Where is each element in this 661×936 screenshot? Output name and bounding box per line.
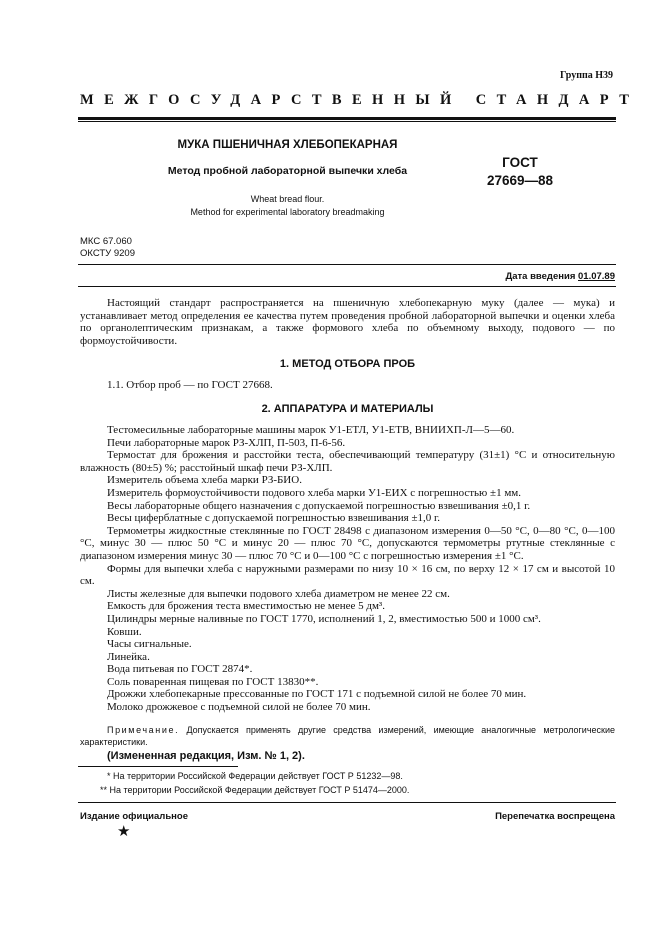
reprint-prohibited: Перепечатка воспрещена	[495, 811, 615, 822]
list-item: Листы железные для выпечки подового хлеба диаметром не менее 22 см.	[107, 587, 450, 600]
standard-banner: МЕЖГОСУДАРСТВЕННЫЙ СТАНДАРТ	[80, 92, 640, 108]
list-item: Тестомесильные лабораторные машины марок У1-ЕТЛ, У1-ЕТВ, ВНИИХП-Л—5—60.	[107, 424, 515, 436]
date-rule	[78, 286, 616, 287]
list-item: Линейка.	[107, 650, 150, 663]
section1-text: 1.1. Отбор проб — по ГОСТ 27668.	[107, 379, 273, 391]
list-item: Часы сигнальные.	[107, 638, 192, 651]
star-icon: ★	[117, 824, 131, 840]
classification-rule	[78, 264, 616, 265]
header-rule-thin	[78, 121, 616, 122]
intro-text: Настоящий стандарт распространяется на пшеничную хлебопекарную муку (далее — мука) и устанавливает метод определения ее качества путем проведения пробной лабораторной выпечки и оценки хлеба по органолептическим признакам, а также формового хлеба по объемному выходу, подового — по формоустойчивости.	[80, 297, 615, 347]
gost-label: ГОСТ	[502, 155, 538, 170]
okstu-code: ОКСТУ 9209	[80, 248, 135, 259]
list-item: Формы для выпечки хлеба с наружными размерами по низу 10 × 16 см, по верху 12 × 17 см и высотой 10 см.	[80, 562, 615, 588]
footnote-2: ** На территории Российской Федерации действует ГОСТ Р 51474—2000.	[100, 785, 410, 795]
list-item: Термометры жидкостные стеклянные по ГОСТ 28498 с диапазоном измерения 0—50 °С, 0—80 °С, 0—100 °С, минус 30 — плюс 50 °С и минус 20 — плюс 70 °С, допускаются термометры ртутные стеклянные с диапазоном измерения минус 30 — плюс 70 °С и 0—100 °С с погрешностью измерения ±1 °С.	[80, 524, 615, 562]
section1-body	[80, 379, 615, 392]
list-item: Печи лабораторные марок РЗ-ХЛП, П-503, П-6-56.	[107, 436, 346, 449]
list-item: Дрожжи хлебопекарные прессованные по ГОСТ 171 с подъемной силой не более 70 мин.	[107, 688, 527, 701]
note	[80, 725, 615, 748]
intro-paragraph	[80, 297, 615, 347]
list-item: Соль поваренная пищевая по ГОСТ 13830**.	[107, 675, 319, 688]
list-item: Весы лабораторные общего назначения с допускаемой погрешностью взвешивания ±0,1 г.	[107, 499, 531, 512]
gost-number: 27669—88	[486, 173, 554, 188]
list-item: Емкость для брожения теста вместимостью не менее 5 дм³.	[107, 600, 385, 613]
intro-date-label: Дата введения	[505, 271, 579, 282]
note-text: Допускается применять другие средства измерений, имеющие аналогичные метрологические характеристики.	[80, 725, 615, 747]
list-item: Вода питьевая по ГОСТ 2874*.	[107, 663, 253, 676]
title-english: Wheat bread flour.	[250, 194, 325, 204]
official-edition: Издание официальное	[80, 811, 188, 822]
note-label: Примечание.	[107, 725, 180, 735]
title-russian: МУКА ПШЕНИЧНАЯ ХЛЕБОПЕКАРНАЯ	[177, 139, 398, 151]
amendment-note: (Измененная редакция, Изм. № 1, 2).	[107, 750, 305, 762]
group-code: Группа Н39	[560, 70, 613, 81]
list-item: Молоко дрожжевое с подъемной силой не более 70 мин.	[107, 701, 371, 714]
mks-code: МКС 67.060	[80, 236, 132, 247]
list-item: Цилиндры мерные наливные по ГОСТ 1770, исполнений 1, 2, вместимостью 500 и 1000 см³.	[107, 612, 541, 625]
intro-date-value: 01.07.89	[578, 271, 615, 282]
subtitle-english: Method for experimental laboratory breadmaking	[190, 207, 385, 217]
footnote-1: * На территории Российской Федерации действует ГОСТ Р 51232—98.	[107, 771, 403, 781]
list-item: Весы циферблатные с допускаемой погрешностью взвешивания ±1,0 г.	[107, 512, 441, 525]
list-item: Ковши.	[107, 625, 142, 638]
section1-heading: 1. МЕТОД ОТБОРА ПРОБ	[279, 358, 416, 370]
introduction-date	[505, 271, 615, 282]
header-rule	[78, 117, 616, 120]
list-item: Термостат для брожения и расстойки теста, обеспечивающий температуру (31±1) °С и относительную влажность (80±5) %; расстойный шкаф печи РЗ-ХЛП.	[80, 449, 615, 474]
subtitle-russian: Метод пробной лабораторной выпечки хлеба	[167, 165, 408, 177]
footer-rule	[78, 802, 616, 803]
section2-heading: 2. АППАРАТУРА И МАТЕРИАЛЫ	[261, 403, 434, 415]
classification-codes	[80, 236, 135, 260]
section2-list	[80, 424, 615, 714]
list-item: Измеритель объема хлеба марки РЗ-БИО.	[107, 474, 302, 487]
footnote-rule	[78, 766, 238, 767]
gost-designation	[475, 154, 565, 190]
list-item: Измеритель формоустойчивости подового хлеба марки У1-ЕИХ с погрешностью ±1 мм.	[107, 486, 521, 499]
